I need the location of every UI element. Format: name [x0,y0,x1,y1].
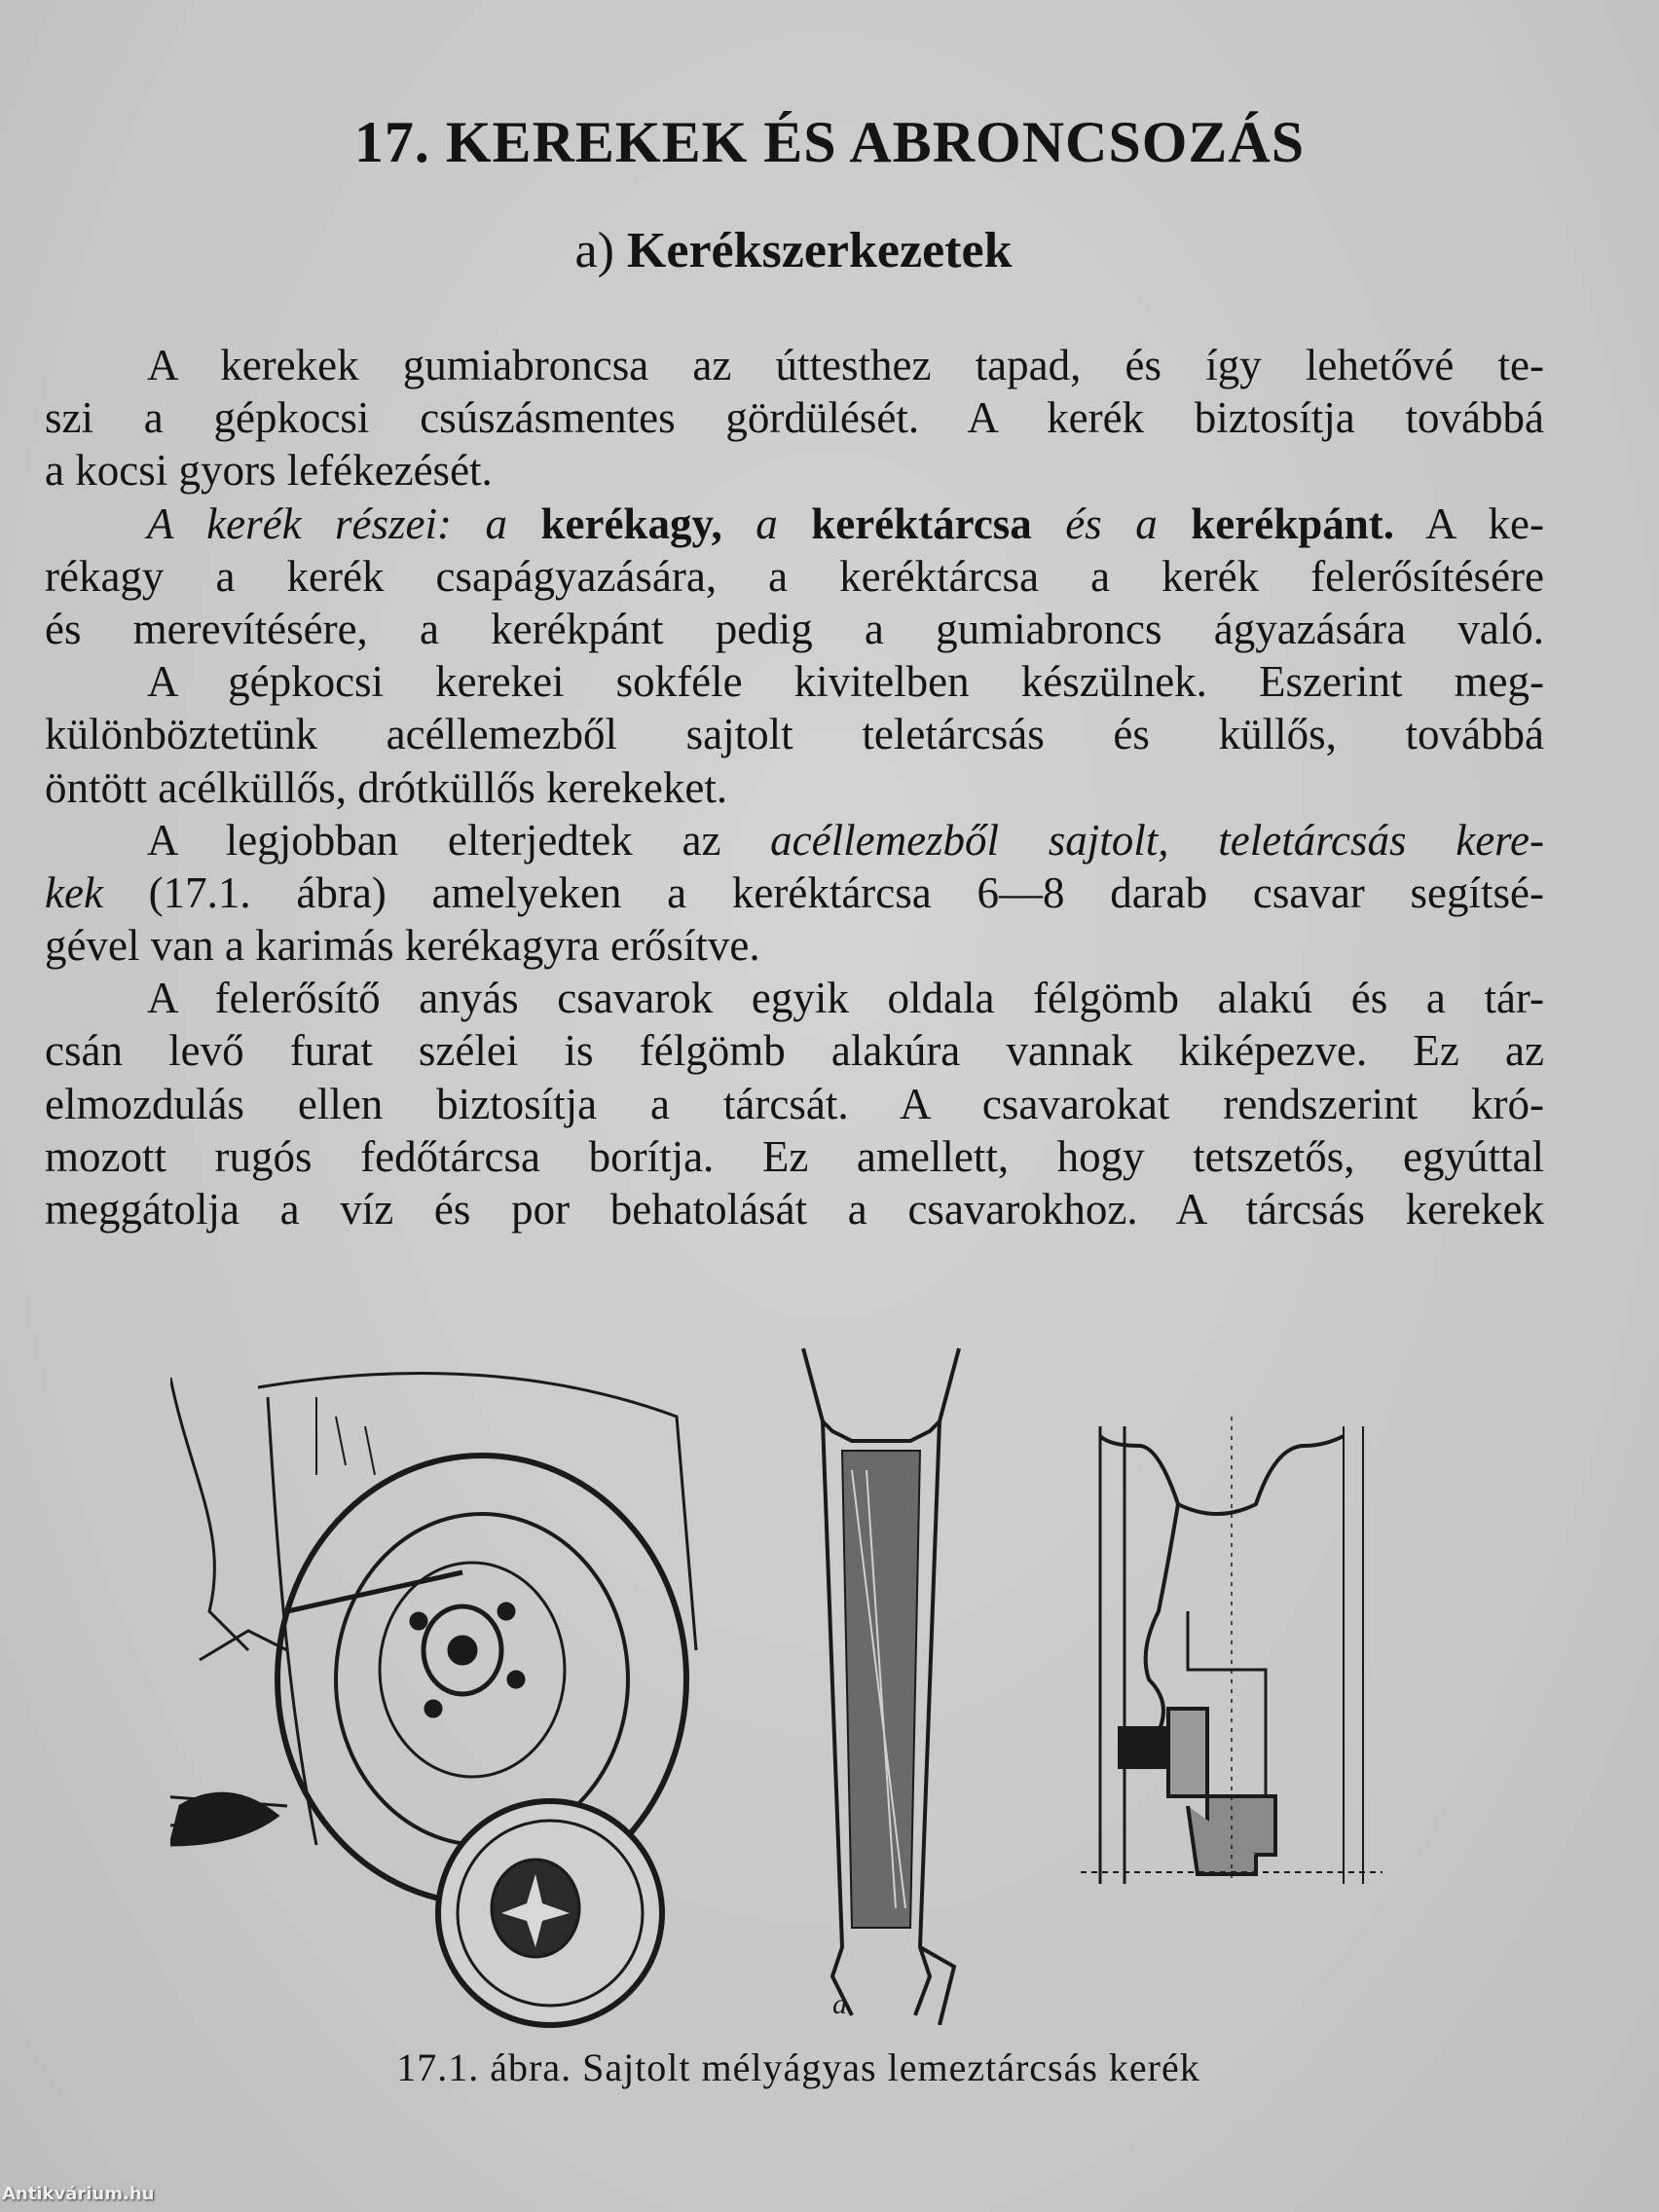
figure-wheel-section-drawing [1081,1417,1382,1894]
text-segment: és merevítésére, a kerékpánt pedig a gumiabroncs ágyazására való. [45,604,1544,653]
text-segment: gével van a karimás kerékagyra erősítve. [45,921,760,971]
text-line [45,1183,1544,1235]
section-prefix: a) [574,223,614,278]
bold-term: kerékagy, [540,498,722,548]
text-line [45,444,1544,497]
text-line [45,1024,1544,1077]
text-line [45,498,1544,550]
figure-label-a: a [832,1988,847,2020]
text-line [45,972,1544,1024]
text-segment: a kocsi gyors lefékezését. [45,446,493,496]
text-segment: mozott rugós fedőtárcsa borítja. Ez amellett, hogy tetszetős, egyúttal [45,1131,1544,1181]
text-segment: A ke- [1394,498,1544,548]
text-segment: szi a gépkocsi csúszásmentes gördülését. A kerék biztosítja továbbá [45,393,1544,443]
text-line [45,655,1544,708]
text-segment: A gépkocsi kerekei sokféle kivitelben készülnek. Eszerint meg- [147,657,1544,707]
bold-term: kerékpánt. [1191,498,1395,548]
text-line [45,339,1544,391]
text-line [45,866,1544,919]
text-line [45,603,1544,655]
body-text [45,339,1544,1235]
bold-term: keréktárcsa [811,498,1032,548]
figure-wheel-mounting-illustration [170,1358,725,2030]
text-segment: csán levő furat szélei is félgömb alakúra vannak kiképezve. Ez az [45,1026,1544,1076]
text-line [45,814,1544,866]
italic-text: kek [45,867,103,917]
text-segment: meggátolja a víz és por behatolását a csavarokhoz. A tárcsás kerekek [45,1185,1544,1234]
text-segment: rékagy a kerék csapágyazására, a keréktárcsa a kerék felerősítésére [45,551,1544,601]
text-line [45,919,1544,972]
italic-text: a [721,498,812,548]
figure-caption: 17.1. ábra. Sajtolt mélyágyas lemeztárcsás kerék [396,2046,1200,2089]
text-segment: A felerősítő anyás csavarok egyik oldala félgömb alakú és a tár- [147,974,1544,1023]
text-line [45,550,1544,603]
text-segment: elmozdulás ellen biztosítja a tárcsát. A csavarokat rendszerint kró- [45,1079,1544,1128]
italic-text: és a [1031,498,1192,548]
text-line [45,1078,1544,1130]
italic-text: A kerék részei: a [147,498,541,548]
section-title: Kerékszerkezetek [626,223,1013,278]
text-segment: (17.1. ábra) amelyeken a keréktárcsa 6—8 darab csavar segítsé- [102,867,1544,917]
text-segment: A kerekek gumiabroncsa az úttesthez tapad, és így lehetővé te- [147,341,1544,389]
text-segment: öntött acélküllős, drótküllős kerekeket. [45,762,728,812]
chapter-title: 17. KEREKEK ÉS ABRONCSOZÁS [353,110,1306,174]
text-line [45,1130,1544,1183]
section-heading [0,222,1587,279]
text-line [45,708,1544,760]
text-line [45,391,1544,444]
text-segment: különböztetünk acéllemezből sajtolt teletárcsás és küllős, továbbá [45,710,1544,759]
watermark: Antikvárium.hu [2,2184,155,2204]
figure-rim-cross-section [793,1344,969,2025]
text-line [45,761,1544,814]
italic-text: acéllemezből sajtolt, teletárcsás kere- [770,815,1544,865]
text-segment: A legjobban elterjedtek az [147,815,771,865]
